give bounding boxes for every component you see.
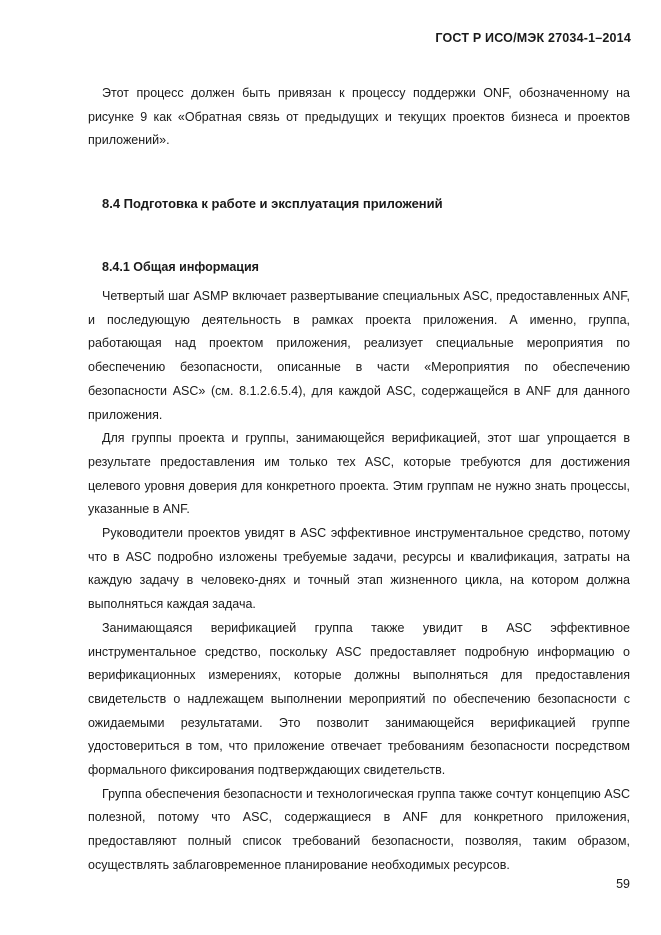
body-paragraphs xyxy=(88,285,630,878)
paragraph: Четвертый шаг ASMP включает развертывание специальных ASC, предоставленных ANF, и последующую деятельность в рамках проекта приложения. А именно, группа, работающая над проектом приложения, реализует специальные мероприятия по обеспечению безопасности, описанные в части «Мероприятия по обеспечению безопасности ASC» (см. 8.1.2.6.5.4), для каждой ASC, содержащейся в ANF для данного приложения. xyxy=(88,289,630,422)
paragraph: Занимающаяся верификацией группа также увидит в ASC эффективное инструментальное средство, поскольку ASC предоставляет подробную информацию о верификационных измерениях, которые должны выполняться для предоставления свидетельств о надлежащем выполнении мероприятий по обеспечению безопасности с ожидаемыми результатами. Это позволит занимающейся верификацией группе удостовериться в том, что приложение отвечает требованиям безопасности посредством формального фиксирования подтверждающих свидетельств. xyxy=(88,620,630,778)
page-header-title: ГОСТ Р ИСО/МЭК 27034-1–2014 xyxy=(435,31,631,45)
section-heading: 8.4 Подготовка к работе и эксплуатация приложений xyxy=(102,196,443,211)
page-number: 59 xyxy=(616,877,630,891)
intro-paragraph: Этот процесс должен быть привязан к процессу поддержки ONF, обозначенному на рисунке 9 как «Обратная связь от предыдущих и текущих проектов бизнеса и проектов приложений». xyxy=(88,86,630,148)
paragraph: Для группы проекта и группы, занимающейся верификацией, этот шаг упрощается в результате предоставления им только тех ASC, которые требуются для достижения целевого уровня доверия для конкретного проекта. Этим группам не нужно знать процессы, указанные в ANF. xyxy=(88,431,630,517)
intro-paragraph-block xyxy=(88,82,630,153)
subsection-heading: 8.4.1 Общая информация xyxy=(102,260,259,274)
paragraph: Руководители проектов увидят в ASC эффективное инструментальное средство, потому что в ASC подробно изложены требуемые задачи, ресурсы и квалификация, затраты на каждую задачу в человеко-днях и точный этап жизненного цикла, на котором должна выполняться каждая задача. xyxy=(88,526,630,612)
paragraph: Группа обеспечения безопасности и технологическая группа также сочтут концепцию ASC полезной, потому что ASC, содержащиеся в ANF для конкретного приложения, предоставляют полный список требований безопасности, позволяя, таким образом, осуществлять заблаговременное планирование необходимых ресурсов. xyxy=(88,786,630,872)
